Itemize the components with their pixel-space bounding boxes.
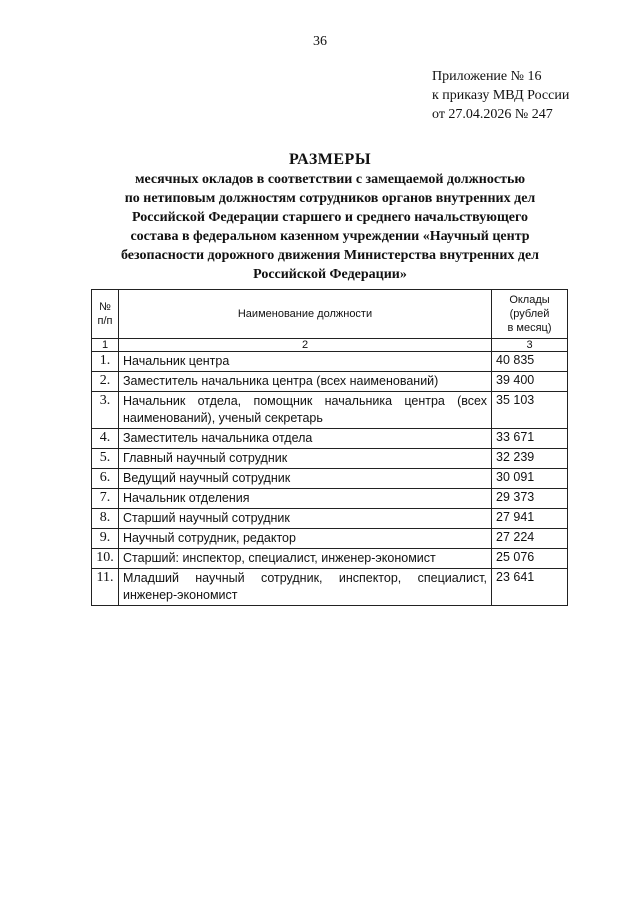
row-number: 5. xyxy=(92,449,119,469)
salary-value: 32 239 xyxy=(492,449,568,469)
table-row xyxy=(92,529,568,549)
document-subtitle-line: Российской Федерации» xyxy=(253,267,407,282)
document-subtitle-line: состава в федеральном казенном учреждении «Научный центр xyxy=(130,229,530,244)
table-row xyxy=(92,569,568,606)
column-index-row xyxy=(92,339,568,352)
table-header-row xyxy=(92,290,568,339)
row-number: 7. xyxy=(92,489,119,509)
table-row xyxy=(92,549,568,569)
column-index: 2 xyxy=(119,339,492,352)
header-text: Оклады xyxy=(509,294,550,306)
appendix-line: от 27.04.2026 № 247 xyxy=(432,107,553,122)
salary-value: 27 224 xyxy=(492,529,568,549)
salary-value: 23 641 xyxy=(492,569,568,606)
row-number: 2. xyxy=(92,372,119,392)
salary-value: 39 400 xyxy=(492,372,568,392)
table-row xyxy=(92,352,568,372)
salary-value: 27 941 xyxy=(492,509,568,529)
appendix-line: к приказу МВД России xyxy=(432,88,570,103)
document-title: РАЗМЕРЫ xyxy=(288,151,372,168)
table-row xyxy=(92,489,568,509)
table-row xyxy=(92,449,568,469)
position-name: Младший научный сотрудник, инспектор, специалист, инженер-экономист xyxy=(119,569,492,606)
salary-table xyxy=(91,289,568,606)
salary-value: 30 091 xyxy=(492,469,568,489)
header-text: п/п xyxy=(97,315,113,327)
row-number: 10. xyxy=(92,549,119,569)
column-header-number xyxy=(92,290,119,339)
row-number: 3. xyxy=(92,392,119,429)
column-index: 3 xyxy=(492,339,568,352)
appendix-line: Приложение № 16 xyxy=(432,69,542,84)
table-row xyxy=(92,392,568,429)
document-subtitle-line: Российской Федерации старшего и среднего начальствующего xyxy=(131,210,528,225)
row-number: 6. xyxy=(92,469,119,489)
column-header-salary xyxy=(492,290,568,339)
header-text: (рублей xyxy=(509,308,550,320)
position-name: Начальник отделения xyxy=(119,489,492,509)
row-number: 4. xyxy=(92,429,119,449)
position-name: Главный научный сотрудник xyxy=(119,449,492,469)
position-name: Начальник отдела, помощник начальника центра (всех наименований), ученый секретарь xyxy=(119,392,492,429)
position-name: Ведущий научный сотрудник xyxy=(119,469,492,489)
position-name: Заместитель начальника отдела xyxy=(119,429,492,449)
salary-value: 29 373 xyxy=(492,489,568,509)
appendix-note xyxy=(432,67,569,124)
document-subtitle-line: безопасности дорожного движения Министерства внутренних дел xyxy=(120,248,540,263)
position-name: Начальник центра xyxy=(119,352,492,372)
row-number: 11. xyxy=(92,569,119,606)
header-text: № xyxy=(99,301,111,313)
column-index: 1 xyxy=(92,339,119,352)
table-row xyxy=(92,469,568,489)
table-row xyxy=(92,429,568,449)
salary-value: 40 835 xyxy=(492,352,568,372)
header-text: в месяц) xyxy=(507,322,552,334)
row-number: 9. xyxy=(92,529,119,549)
salary-value: 33 671 xyxy=(492,429,568,449)
document-heading xyxy=(60,150,600,284)
document-subtitle-line: по нетиповым должностям сотрудников органов внутренних дел xyxy=(124,191,536,206)
position-name: Старший научный сотрудник xyxy=(119,509,492,529)
row-number: 8. xyxy=(92,509,119,529)
position-name: Заместитель начальника центра (всех наименований) xyxy=(119,372,492,392)
position-name: Научный сотрудник, редактор xyxy=(119,529,492,549)
salary-value: 25 076 xyxy=(492,549,568,569)
position-name: Старший: инспектор, специалист, инженер-экономист xyxy=(119,549,492,569)
table-row xyxy=(92,372,568,392)
column-header-position: Наименование должности xyxy=(119,290,492,339)
salary-value: 35 103 xyxy=(492,392,568,429)
table-row xyxy=(92,509,568,529)
row-number: 1. xyxy=(92,352,119,372)
document-subtitle-line: месячных окладов в соответствии с замещаемой должностью xyxy=(134,172,526,187)
page-number: 36 xyxy=(313,34,327,49)
